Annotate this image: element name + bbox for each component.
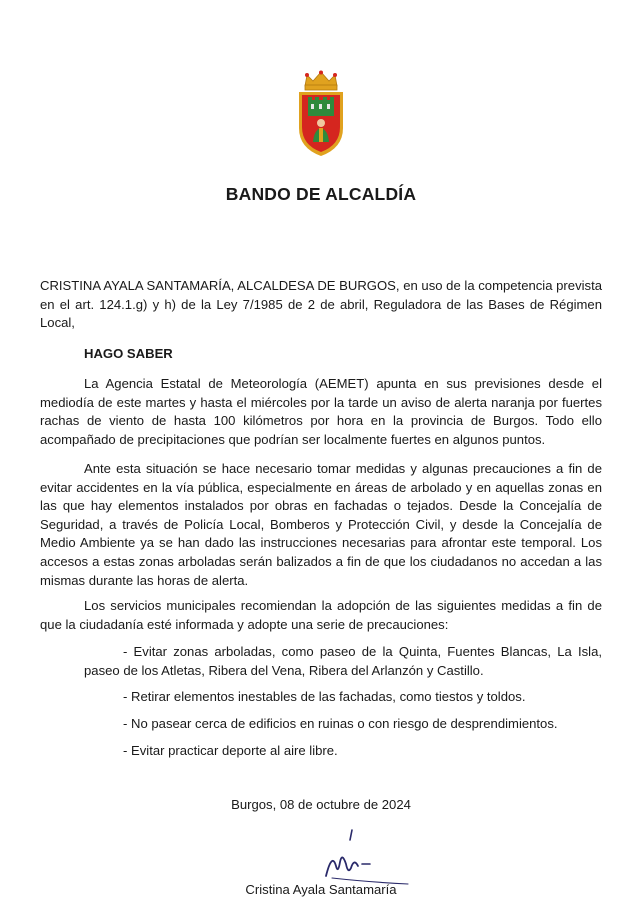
body-paragraph-1: La Agencia Estatal de Meteorología (AEMET) apunta en sus previsiones desde el mediodía de este martes y hasta el miércoles por la tarde un aviso de alerta naranja por fuertes rachas de viento de hasta 100 kilómetros por hora en la provincia de Burgos. Todo ello acompañado de precipitaciones que podrían ser localmente fuertes en algunos puntos. bbox=[40, 376, 602, 447]
burgos-coat-of-arms-icon bbox=[297, 70, 345, 158]
body-paragraph-3: Los servicios municipales recomiendan la adopción de las siguientes medidas a fin de que la ciudadanía esté informada y adopte una serie de precauciones: bbox=[40, 598, 602, 632]
measure-item-2: - Retirar elementos inestables de las fachadas, como tiestos y toldos. bbox=[123, 689, 526, 704]
section-heading: HAGO SABER bbox=[84, 346, 173, 361]
body-paragraph-2: Ante esta situación se hace necesario tomar medidas y algunas precauciones a fin de evitar accidentes en la vía pública, especialmente en áreas de arbolado y en aquellas zonas en las que hay elementos instalados por obras en fachadas o tejados. Desde la Concejalía de Seguridad, a través de Policía Local, Bomberos y Protección Civil, y desde la Concejalía de Medio Ambiente ya se han dado las instrucciones necesarias para afrontar este temporal. Los accesos a estas zonas arboladas serán balizados a fin de que los ciudadanos no accedan a las mismas durante las horas de alerta. bbox=[40, 461, 602, 588]
measure-item-4: - Evitar practicar deporte al aire libre. bbox=[123, 743, 338, 758]
measure-item-1: - Evitar zonas arboladas, como paseo de la Quinta, Fuentes Blancas, La Isla, paseo de los Atletas, Ribera del Vena, Ribera del Arlanzón y Castillo. bbox=[84, 644, 602, 678]
measure-item-3: - No pasear cerca de edificios en ruinas o con riesgo de desprendimientos. bbox=[123, 716, 558, 731]
intro-paragraph: CRISTINA AYALA SANTAMARÍA, ALCALDESA DE BURGOS, en uso de la competencia prevista en el art. 124.1.g) y h) de la Ley 7/1985 de 2 de abril, Reguladora de las Bases de Régimen Local, bbox=[40, 278, 602, 331]
document-date: Burgos, 08 de octubre de 2024 bbox=[231, 797, 411, 812]
signer-name: Cristina Ayala Santamaría bbox=[245, 882, 397, 897]
document-title: BANDO DE ALCALDÍA bbox=[225, 184, 417, 204]
